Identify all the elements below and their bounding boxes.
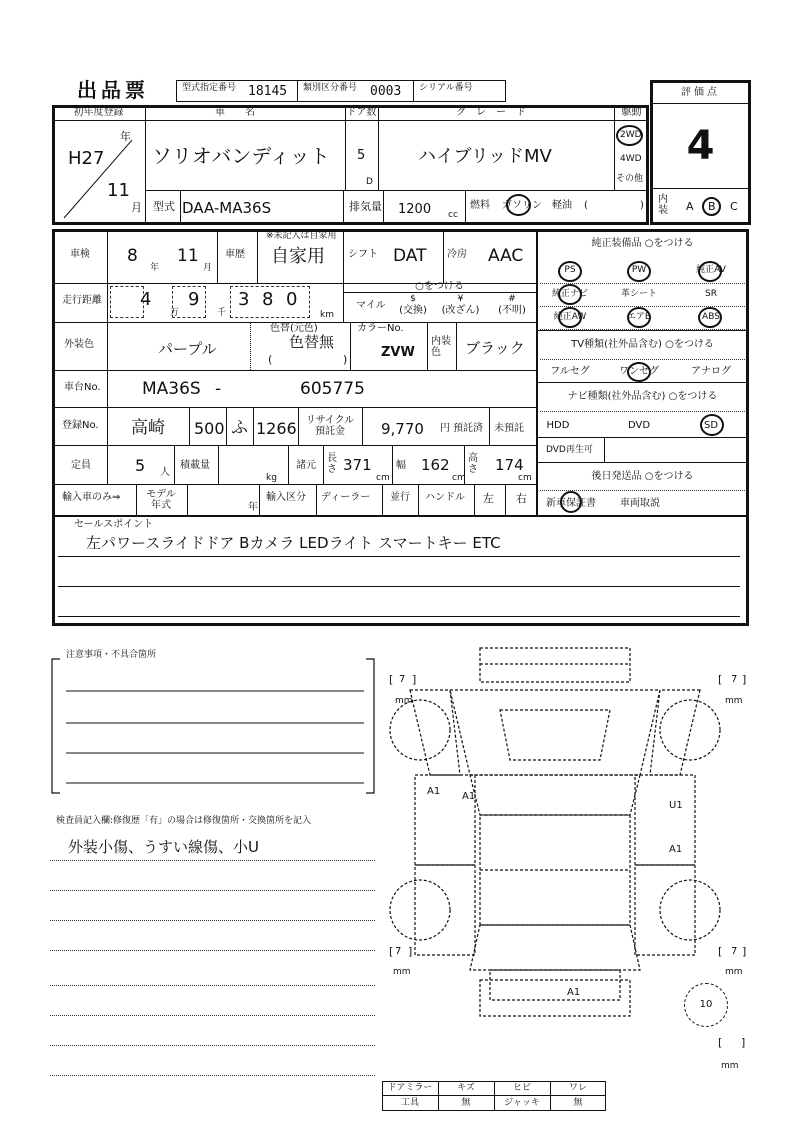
width-label: 幅 bbox=[396, 460, 406, 471]
handle-left: 左 bbox=[483, 492, 494, 505]
chassis-number: 605775 bbox=[300, 379, 365, 399]
tire-rl-unit: mm bbox=[393, 967, 411, 977]
history-note: ※未記入は自家用 bbox=[266, 231, 337, 241]
exchange-sym: $ bbox=[410, 294, 416, 304]
reg-class: 500 bbox=[194, 419, 225, 438]
handle-label: ハンドル bbox=[425, 492, 465, 503]
fuel-diesel: 軽油 bbox=[552, 200, 572, 211]
load-label: 積載量 bbox=[180, 460, 210, 471]
recycle-paid: 預託済 bbox=[453, 423, 483, 434]
import-dealer: ディーラー bbox=[321, 492, 371, 503]
recycle-unit: 円 bbox=[440, 423, 450, 434]
height-unit: cm bbox=[518, 473, 532, 483]
tv-title: TV種類(社外品含む) ○をつける bbox=[571, 339, 714, 350]
drive-label: 駆動 bbox=[621, 107, 642, 118]
displacement-label: 排気量 bbox=[349, 200, 382, 213]
navi-sd-circle bbox=[700, 414, 724, 436]
later-title: 後日発送品 ○をつける bbox=[591, 471, 694, 482]
inspector-text: 外装小傷、うすい線傷、小U bbox=[68, 838, 259, 856]
tire-rr-bracket-open: [ bbox=[718, 945, 723, 958]
navi-sd: SD bbox=[703, 420, 719, 431]
interior-grade-a: A bbox=[686, 200, 694, 213]
class-no-label: 類別区分番号 bbox=[303, 83, 358, 93]
tire-fl-bracket-close: ] bbox=[412, 673, 417, 686]
model-year-label: モデル年式 bbox=[146, 489, 176, 511]
mileage-unit: km bbox=[320, 310, 334, 320]
tire-rl-bracket-open: [ bbox=[389, 945, 394, 958]
caution-label: 注意事項・不具合箇所 bbox=[66, 650, 157, 660]
shift-label: シフト bbox=[348, 249, 378, 260]
equip-genuine-av: 純正AV bbox=[696, 265, 726, 275]
fuel-diesel-paren: ( bbox=[584, 200, 588, 211]
sheet-title: 出品票 bbox=[77, 78, 149, 102]
fuel-label: 燃料 bbox=[470, 200, 490, 211]
car-damage-diagram bbox=[380, 640, 760, 1020]
mileage-mark-note: ○をつける bbox=[415, 281, 464, 292]
damage-mark-2: A1 bbox=[462, 791, 476, 802]
drive-2wd-circle bbox=[616, 125, 643, 146]
repaint-paren-close: ) bbox=[343, 353, 348, 366]
tire-rr-depth: 7 bbox=[731, 946, 738, 957]
shaken-year: 8 bbox=[127, 246, 138, 266]
navi-hdd: HDD bbox=[546, 420, 570, 431]
capacity-value: 5 bbox=[135, 456, 146, 475]
length-unit: cm bbox=[376, 473, 390, 483]
spare-unit: mm bbox=[721, 1061, 739, 1071]
exterior-label: 外装色 bbox=[64, 339, 94, 350]
spare-value: 10 bbox=[699, 999, 713, 1010]
legend-h1: ドアミラー bbox=[387, 1083, 433, 1093]
type-no: 18145 bbox=[248, 84, 288, 99]
caution-bracket bbox=[48, 655, 378, 800]
first-reg-month: 11 bbox=[107, 180, 130, 201]
car-name: ソリオバンディット bbox=[152, 144, 330, 168]
spare-bracket-close: ] bbox=[741, 1036, 746, 1049]
height-value: 174 bbox=[495, 456, 524, 474]
recycle-value: 9,770 bbox=[381, 420, 424, 438]
shaken-year-unit: 年 bbox=[150, 263, 160, 273]
width-unit: cm bbox=[452, 473, 466, 483]
mileage-sen: 千 bbox=[217, 308, 227, 318]
tire-rl-depth: 7 bbox=[395, 946, 402, 957]
mileage-digit-4: 8 bbox=[262, 289, 274, 310]
load-unit: kg bbox=[266, 473, 277, 483]
interior-grade-b: B bbox=[708, 200, 716, 213]
tv-fullseg: フルセグ bbox=[550, 366, 590, 377]
equip-genuine-av-circle bbox=[698, 261, 722, 282]
aircon-label: 冷房 bbox=[447, 249, 467, 260]
sales-point-text: 左パワースライドドア Bカメラ LEDライト スマートキー ETC bbox=[86, 534, 501, 552]
damage-mark-1: A1 bbox=[427, 786, 441, 797]
legend-jack: ジャッキ bbox=[504, 1098, 540, 1108]
equip-genuine-navi-circle bbox=[558, 284, 582, 305]
year-unit: 年 bbox=[120, 130, 131, 143]
legend-tools: 工具 bbox=[400, 1098, 419, 1108]
tire-fl-depth: 7 bbox=[399, 674, 406, 685]
car-name-label: 車名 bbox=[215, 107, 275, 118]
legend-h4: ワレ bbox=[568, 1083, 587, 1093]
color-no-label: カラーNo. bbox=[357, 323, 404, 334]
equip-ps: PS bbox=[564, 265, 576, 275]
navi-title: ナビ種類(社外品含む) ○をつける bbox=[567, 391, 718, 402]
equip-genuine-aw-circle bbox=[558, 307, 582, 328]
import-class-label: 輸入区分 bbox=[266, 492, 306, 503]
tv-oneseg: ワンセグ bbox=[619, 366, 659, 377]
altered-sym: ¥ bbox=[457, 294, 464, 304]
aircon-value: AAC bbox=[488, 246, 524, 266]
shift-value: DAT bbox=[393, 246, 427, 266]
tire-fr-bracket-open: [ bbox=[718, 673, 723, 686]
height-label: 高さ bbox=[468, 453, 478, 475]
width-value: 162 bbox=[421, 456, 450, 474]
mileage-digit-3: 3 bbox=[238, 289, 250, 310]
color-no-value: ZVW bbox=[381, 345, 415, 360]
grade-value: ハイブリッドMV bbox=[418, 146, 552, 167]
exchange-label: (交換) bbox=[399, 305, 427, 316]
dvd-playback: DVD再生可 bbox=[546, 445, 593, 455]
repaint-paren-open: ( bbox=[268, 353, 273, 366]
equip-abs: ABS bbox=[702, 312, 720, 322]
chassis-prefix: MA36S bbox=[142, 379, 201, 399]
inspector-label: 検査員記入欄:修復歴「有」の場合は修復箇所・交換箇所を記入 bbox=[56, 816, 312, 826]
navi-dvd: DVD bbox=[627, 420, 651, 431]
mile-label: マイル bbox=[356, 300, 386, 311]
tire-fr-depth: 7 bbox=[731, 674, 738, 685]
dims-label: 諸元 bbox=[296, 460, 316, 471]
doors-label: ドア数 bbox=[346, 107, 377, 118]
exterior-value: パープル bbox=[158, 340, 217, 358]
spare-bracket-open: [ bbox=[718, 1036, 723, 1049]
doors-sub: D bbox=[366, 177, 373, 187]
equip-pw-circle bbox=[627, 261, 651, 282]
equip-genuine-navi: 純正ナビ bbox=[551, 289, 588, 299]
serial-label: シリアル番号 bbox=[419, 83, 473, 93]
displacement-value: 1200 bbox=[398, 202, 432, 217]
handle-right: 右 bbox=[516, 492, 527, 505]
doors-value: 5 bbox=[357, 148, 366, 163]
drive-2wd: 2WD bbox=[620, 130, 642, 140]
shaken-month: 11 bbox=[177, 246, 199, 266]
sales-point-label: セールスポイント bbox=[74, 519, 154, 530]
length-value: 371 bbox=[343, 456, 372, 474]
legend-h3: ヒビ bbox=[512, 1083, 531, 1093]
history-value: 自家用 bbox=[271, 246, 325, 267]
equip-airbag: エアB bbox=[626, 312, 652, 322]
class-no: 0003 bbox=[370, 84, 402, 99]
reg-label: 登録No. bbox=[62, 420, 99, 431]
drive-other: その他 bbox=[616, 174, 644, 184]
recycle-unpaid: 未預託 bbox=[494, 423, 524, 434]
model-value: DAA-MA36S bbox=[182, 199, 272, 217]
interior-color-label: 内装色 bbox=[431, 336, 451, 358]
shaken-month-unit: 月 bbox=[203, 263, 213, 273]
tv-oneseg-circle bbox=[627, 362, 651, 382]
fuel-gasoline: ガソリン bbox=[502, 200, 542, 211]
shaken-label: 車検 bbox=[70, 249, 90, 260]
reg-number: 1266 bbox=[256, 419, 297, 438]
mileage-digit-2: 9 bbox=[188, 289, 200, 310]
score-label: 評価点 bbox=[681, 87, 720, 98]
legend-h2: キズ bbox=[457, 1083, 475, 1093]
tire-rl-bracket-close: ] bbox=[408, 945, 413, 958]
capacity-label: 定員 bbox=[71, 460, 91, 471]
month-unit: 月 bbox=[131, 201, 142, 214]
fuel-diesel-paren-close: ) bbox=[640, 200, 644, 211]
unknown-sym: # bbox=[508, 294, 516, 304]
first-reg-era: H27 bbox=[68, 148, 105, 169]
interior-grade-label: 内装 bbox=[658, 194, 668, 216]
legend-jack-value: 無 bbox=[573, 1098, 583, 1108]
equip-sr: SR bbox=[705, 289, 717, 299]
fuel-gasoline-circle bbox=[506, 194, 531, 216]
later-warranty: 新車保証書 bbox=[546, 498, 596, 509]
mileage-digit-5: 0 bbox=[286, 289, 298, 310]
altered-label: (改ざん) bbox=[441, 305, 480, 316]
history-label: 車歴 bbox=[225, 249, 245, 260]
reg-kana: ふ bbox=[231, 418, 248, 438]
grade-label: グレード bbox=[456, 107, 536, 118]
tire-fr-unit: mm bbox=[725, 696, 743, 706]
displacement-unit: cc bbox=[448, 210, 458, 220]
capacity-unit: 人 bbox=[160, 467, 170, 478]
type-no-label: 型式指定番号 bbox=[182, 83, 237, 93]
repaint-label: 色替(元色) bbox=[270, 323, 318, 334]
mileage-digit-1: 4 bbox=[140, 289, 152, 310]
later-manual: 車両取説 bbox=[620, 498, 660, 509]
equip-leather: 革シート bbox=[620, 289, 657, 299]
interior-color-value: ブラック bbox=[465, 339, 525, 357]
equip-genuine-aw: 純正AW bbox=[553, 312, 587, 322]
unknown-label: (不明) bbox=[498, 305, 526, 316]
legend-tools-value: 無 bbox=[461, 1098, 471, 1108]
import-label: 輸入車のみ⇒ bbox=[62, 492, 121, 503]
model-year-unit: 年 bbox=[248, 502, 258, 513]
mileage-label: 走行距離 bbox=[62, 295, 102, 306]
later-warranty-circle bbox=[560, 491, 582, 513]
score-value: 4 bbox=[686, 123, 715, 169]
tire-fr-bracket-close: ] bbox=[742, 673, 747, 686]
drive-4wd: 4WD bbox=[620, 154, 642, 164]
first-reg-label: 初年度登録 bbox=[73, 107, 124, 118]
recycle-label: リサイクル預託金 bbox=[305, 415, 355, 437]
model-label: 型式 bbox=[153, 200, 175, 213]
interior-grade-b-circle bbox=[702, 197, 721, 216]
equip-abs-circle bbox=[698, 307, 722, 328]
reg-place: 高崎 bbox=[131, 418, 165, 438]
interior-grade-c: C bbox=[730, 200, 738, 213]
import-parallel: 並行 bbox=[390, 492, 410, 503]
chassis-label: 車台No. bbox=[64, 382, 101, 393]
damage-mark-5: A1 bbox=[567, 987, 581, 998]
equip-ps-circle bbox=[558, 261, 582, 282]
equip-airbag-circle bbox=[627, 307, 651, 328]
mileage-man: 万 bbox=[170, 308, 180, 318]
chassis-dash: - bbox=[215, 379, 222, 399]
tire-fl-unit: mm bbox=[395, 696, 413, 706]
equip-pw: PW bbox=[631, 265, 647, 275]
tire-rr-unit: mm bbox=[725, 967, 743, 977]
tire-fl-bracket-open: [ bbox=[389, 673, 394, 686]
equipment-title: 純正装備品 ○をつける bbox=[591, 238, 694, 249]
tire-rr-bracket-close: ] bbox=[742, 945, 747, 958]
length-label: 長さ bbox=[327, 453, 337, 475]
tv-analog: アナログ bbox=[691, 366, 731, 377]
damage-mark-3: U1 bbox=[669, 800, 683, 811]
repaint-value: 色替無 bbox=[289, 333, 335, 351]
damage-mark-4: A1 bbox=[669, 844, 683, 855]
